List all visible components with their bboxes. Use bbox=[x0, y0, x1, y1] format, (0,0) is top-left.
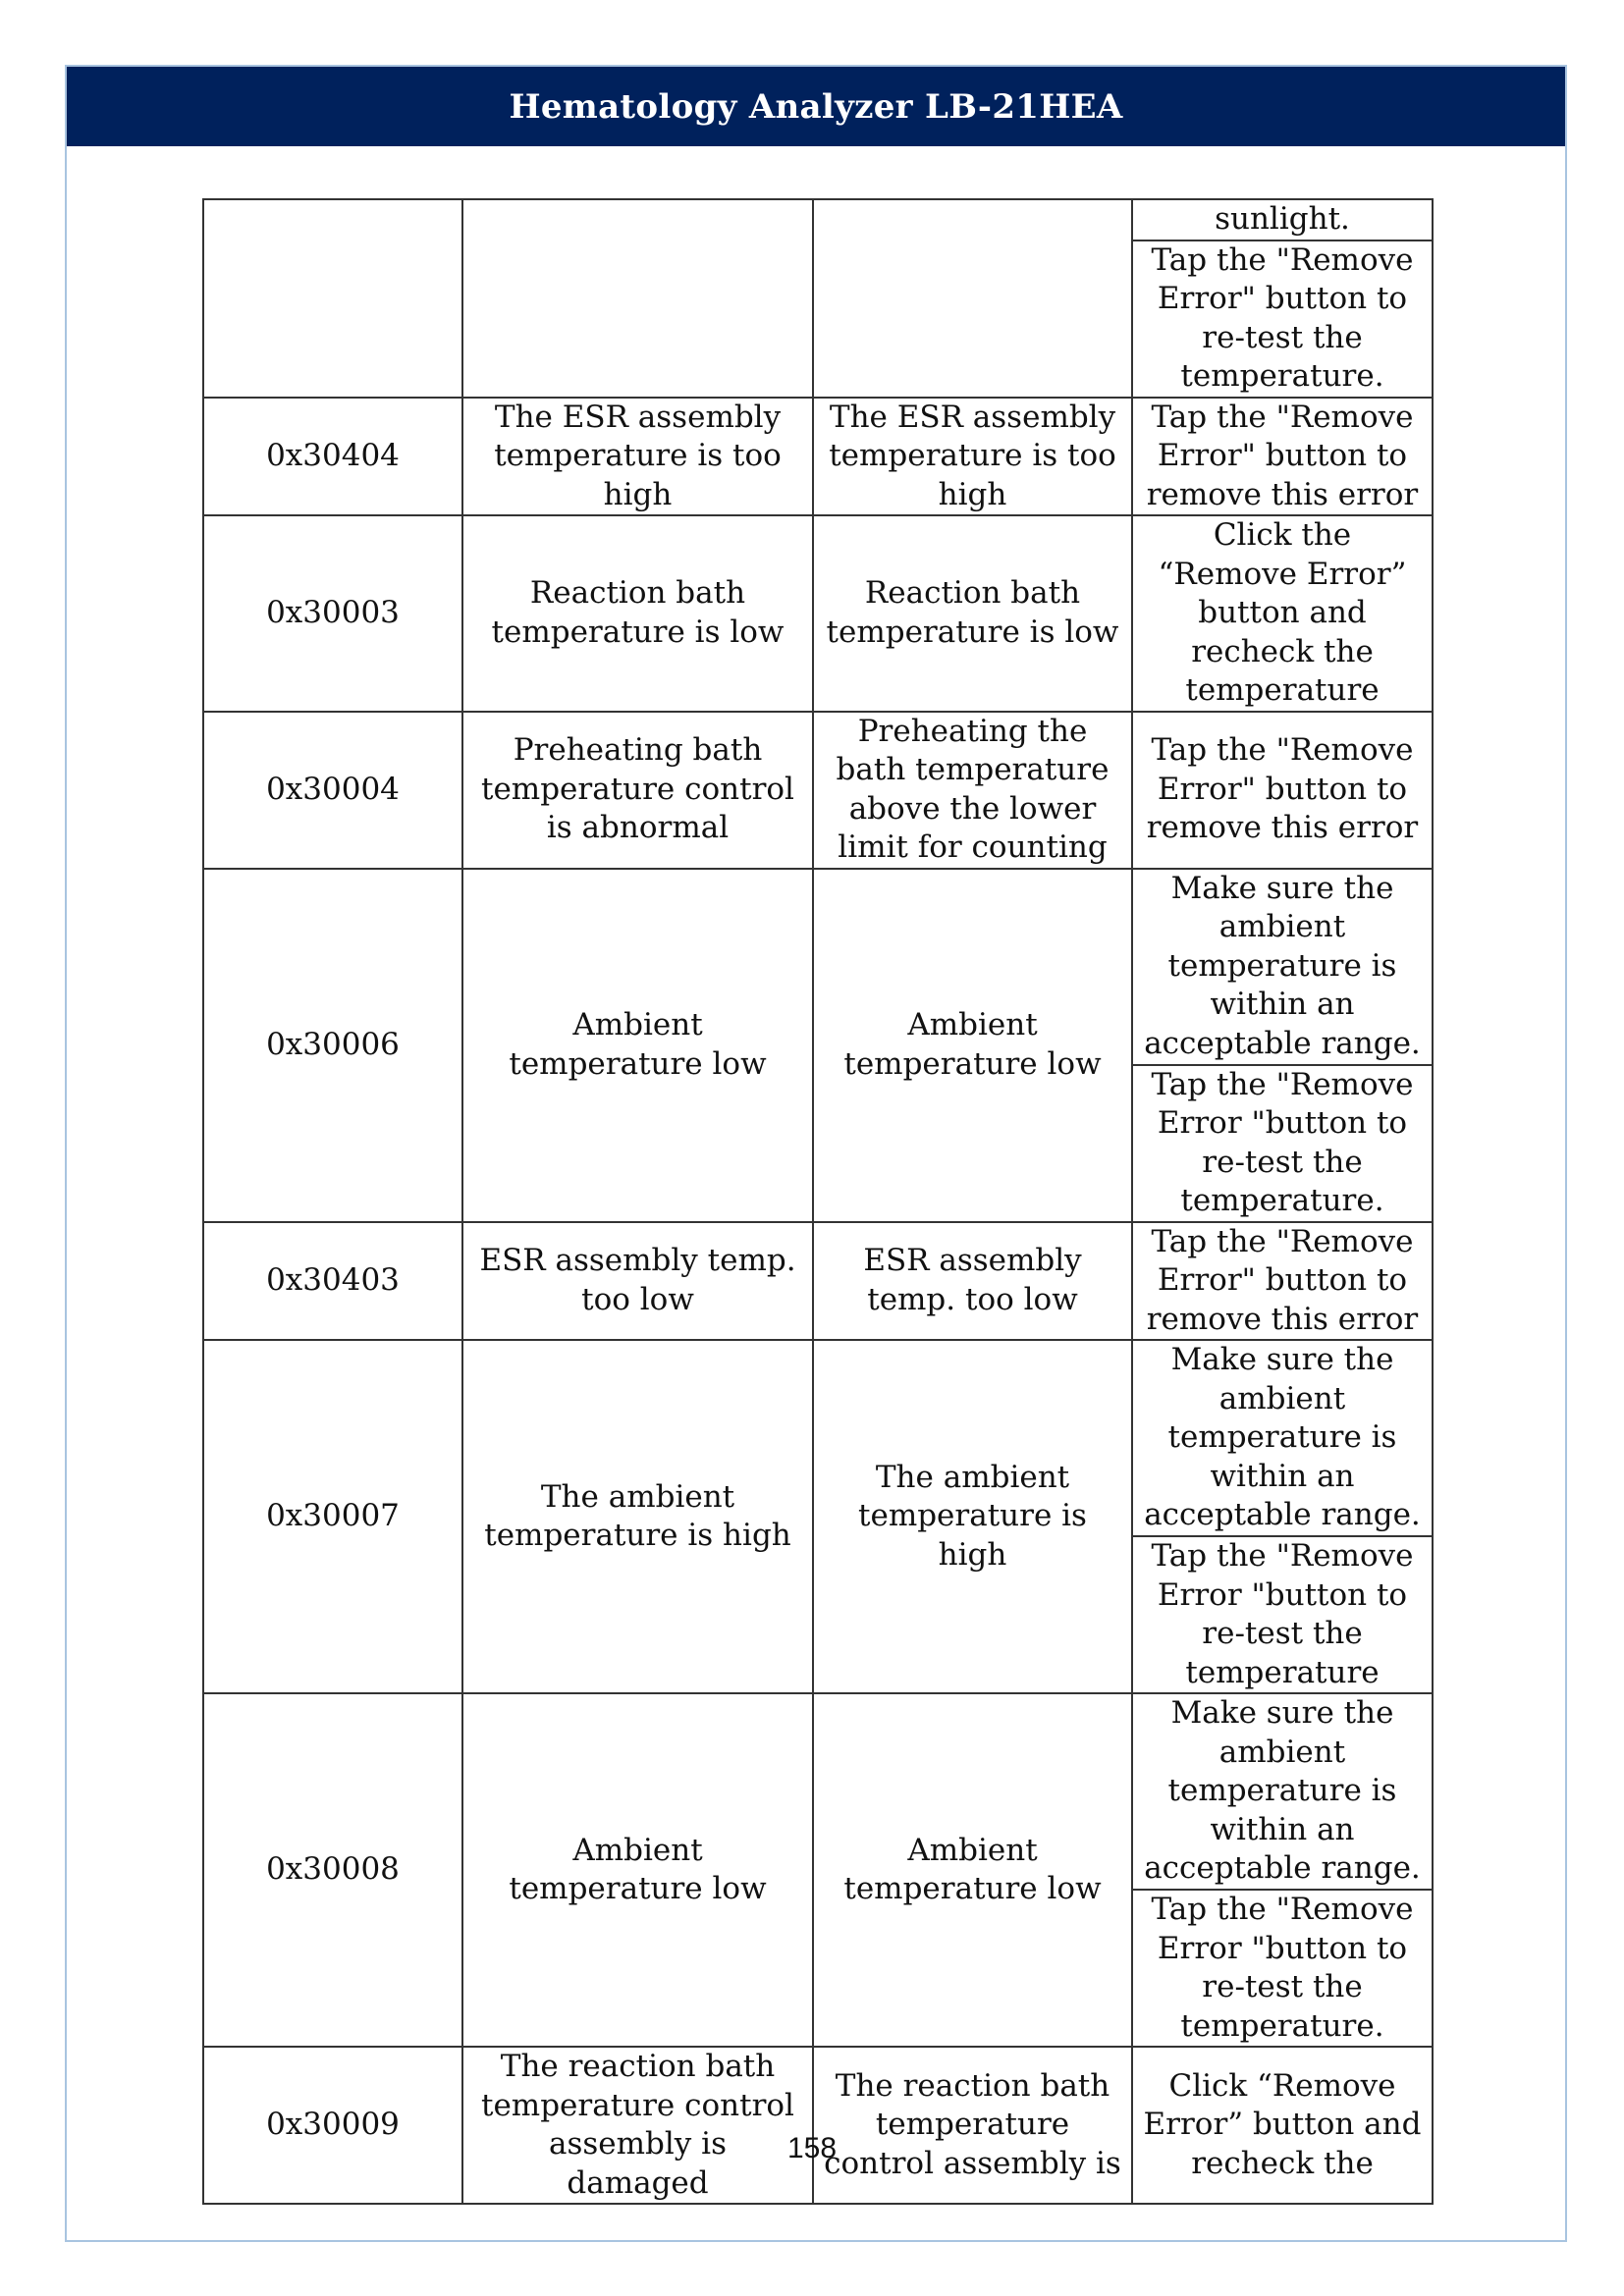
error-code-cell: 0x30004 bbox=[203, 712, 462, 869]
error-code-cell: 0x30403 bbox=[203, 1222, 462, 1341]
table-row bbox=[203, 1340, 1433, 1536]
error-action-cell: Tap the "Remove Error" button to remove this error bbox=[1132, 712, 1433, 869]
error-name-cell bbox=[462, 199, 813, 398]
error-action-cell: Make sure the ambient temperature is within an acceptable range. bbox=[1132, 1340, 1433, 1536]
error-name-cell: The ESR assembly temperature is too high bbox=[462, 398, 813, 516]
error-action-cell: sunlight. bbox=[1132, 199, 1433, 240]
error-code-table bbox=[202, 198, 1434, 2205]
table-row bbox=[203, 712, 1433, 869]
error-action-cell: Tap the "Remove Error "button to re-test the temperature. bbox=[1132, 1890, 1433, 2047]
error-code-cell: 0x30008 bbox=[203, 1693, 462, 2047]
error-action-cell: Tap the "Remove Error "button to re-test the temperature. bbox=[1132, 1065, 1433, 1222]
table-row bbox=[203, 398, 1433, 516]
table-row bbox=[203, 2047, 1433, 2204]
error-action-cell: Tap the "Remove Error" button to remove this error bbox=[1132, 1222, 1433, 1341]
error-action-cell: Tap the "Remove Error" button to remove this error bbox=[1132, 398, 1433, 516]
error-action-cell: Click the “Remove Error” button and recheck the temperature bbox=[1132, 515, 1433, 712]
error-code-cell bbox=[203, 199, 462, 398]
error-name-cell: Ambient temperature low bbox=[462, 1693, 813, 2047]
document-title: Hematology Analyzer LB-21HEA bbox=[509, 86, 1123, 127]
error-cause-cell: Preheating the bath temperature above the lower limit for counting bbox=[813, 712, 1132, 869]
error-name-cell: ESR assembly temp. too low bbox=[462, 1222, 813, 1341]
error-cause-cell bbox=[813, 199, 1132, 398]
error-cause-cell: ESR assembly temp. too low bbox=[813, 1222, 1132, 1341]
error-code-cell: 0x30404 bbox=[203, 398, 462, 516]
header-bar bbox=[67, 67, 1565, 146]
table-row bbox=[203, 515, 1433, 712]
error-cause-cell: Reaction bath temperature is low bbox=[813, 515, 1132, 712]
error-name-cell: Reaction bath temperature is low bbox=[462, 515, 813, 712]
error-cause-cell: The ESR assembly temperature is too high bbox=[813, 398, 1132, 516]
error-cause-cell: Ambient temperature low bbox=[813, 869, 1132, 1222]
error-action-cell: Make sure the ambient temperature is within an acceptable range. bbox=[1132, 1693, 1433, 1890]
error-cause-cell: The ambient temperature is high bbox=[813, 1340, 1132, 1693]
error-cause-cell: The reaction bath temperature control assembly is bbox=[813, 2047, 1132, 2204]
error-action-cell: Click “Remove Error” button and recheck the bbox=[1132, 2047, 1433, 2204]
error-cause-cell: Ambient temperature low bbox=[813, 1693, 1132, 2047]
table-row bbox=[203, 1693, 1433, 1890]
error-name-cell: The ambient temperature is high bbox=[462, 1340, 813, 1693]
error-code-cell: 0x30009 bbox=[203, 2047, 462, 2204]
error-name-cell: The reaction bath temperature control assembly is damaged bbox=[462, 2047, 813, 2204]
table-row bbox=[203, 1222, 1433, 1341]
table-row bbox=[203, 199, 1433, 240]
error-name-cell: Ambient temperature low bbox=[462, 869, 813, 1222]
error-name-cell: Preheating bath temperature control is abnormal bbox=[462, 712, 813, 869]
error-action-cell: Make sure the ambient temperature is within an acceptable range. bbox=[1132, 869, 1433, 1065]
page-number: 158 bbox=[786, 2132, 838, 2164]
error-code-cell: 0x30007 bbox=[203, 1340, 462, 1693]
error-code-cell: 0x30006 bbox=[203, 869, 462, 1222]
table-row bbox=[203, 869, 1433, 1065]
error-action-cell: Tap the "Remove Error "button to re-test the temperature bbox=[1132, 1536, 1433, 1693]
error-action-cell: Tap the "Remove Error" button to re-test the temperature. bbox=[1132, 240, 1433, 398]
error-code-cell: 0x30003 bbox=[203, 515, 462, 712]
